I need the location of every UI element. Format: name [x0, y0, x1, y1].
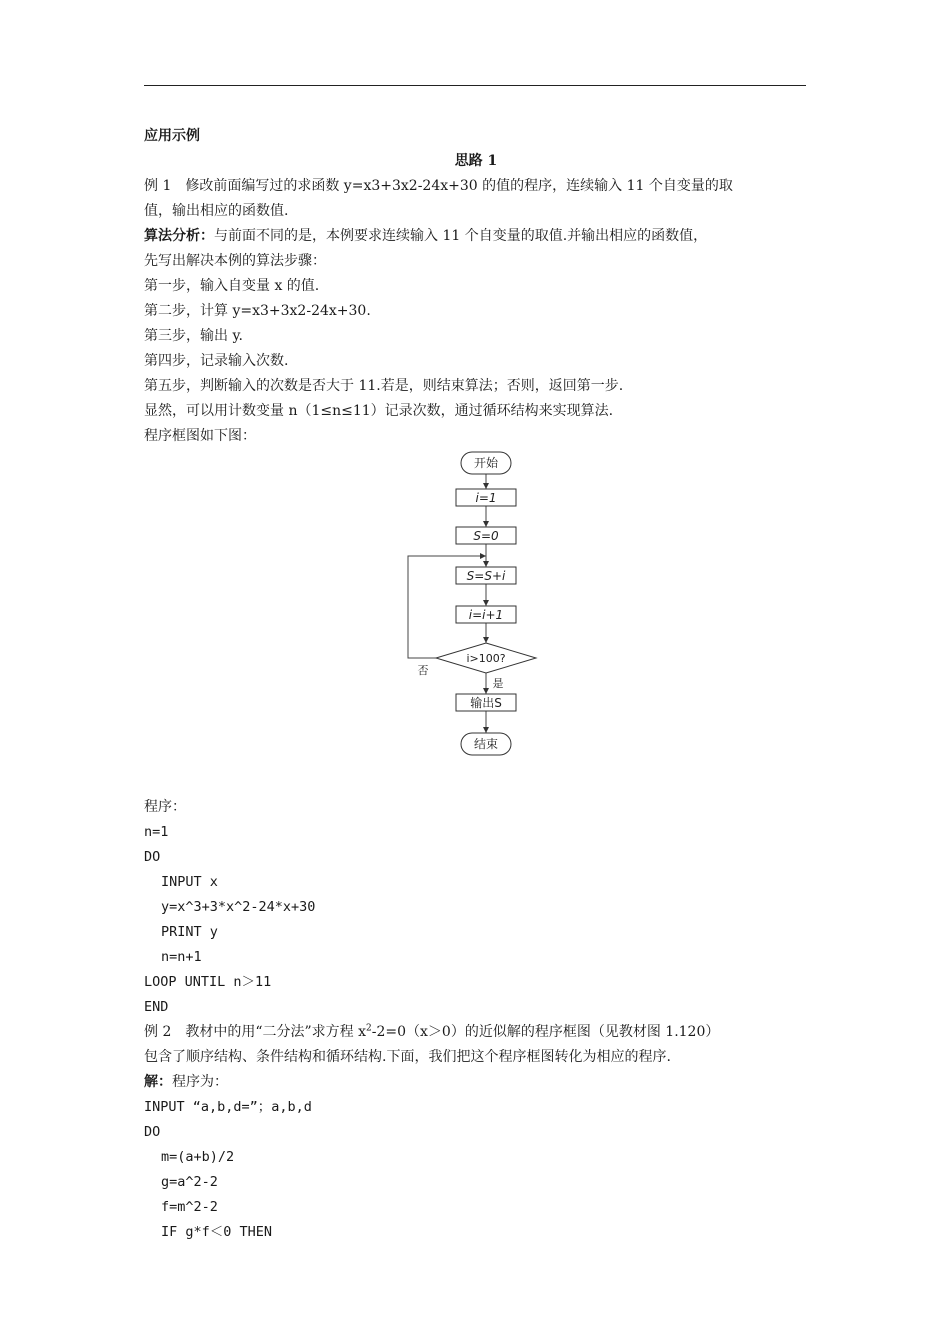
- init-i-label: i=1: [475, 491, 497, 505]
- analysis-label: 算法分析：: [144, 228, 214, 244]
- program2-line: f=m^2-2: [161, 1199, 218, 1215]
- section-subheading: 思路 1: [454, 153, 498, 169]
- flowchart-intro: 程序框图如下图：: [144, 428, 256, 444]
- program1-line: DO: [144, 849, 161, 865]
- program2-line: DO: [144, 1124, 161, 1140]
- accumulate-label: S=S+i: [466, 569, 506, 583]
- program1-line: END: [144, 999, 169, 1015]
- start-label: 开始: [473, 456, 499, 470]
- section-heading: 应用示例: [144, 128, 200, 144]
- flowchart: [144, 449, 808, 795]
- program1-line: INPUT x: [161, 874, 218, 890]
- yes-branch-label: 是: [492, 677, 504, 690]
- step-5: 第五步，判断输入的次数是否大于 11.若是，则结束算法；否则，返回第一步.: [144, 378, 624, 394]
- increment-label: i=i+1: [468, 608, 504, 622]
- step-3: 第三步，输出 y.: [144, 328, 243, 344]
- program2-line: m=(a+b)/2: [161, 1149, 235, 1165]
- program1-line: LOOP UNTIL n＞11: [144, 974, 272, 990]
- program1-line: n=n+1: [161, 949, 202, 965]
- analysis-text: 与前面不同的是，本例要求连续输入 11 个自变量的取值.并输出相应的函数值，: [214, 228, 708, 244]
- analysis-line1: [144, 224, 808, 249]
- solution-line: [144, 1070, 808, 1095]
- step-4: 第四步，记录输入次数.: [144, 353, 289, 369]
- step-2: 第二步，计算 y=x3+3x2-24x+30.: [144, 303, 371, 319]
- program2-line: g=a^2-2: [161, 1174, 218, 1190]
- header-rule: [144, 85, 806, 86]
- output-label: 输出S: [470, 696, 502, 710]
- solution-text: 程序为：: [172, 1074, 228, 1090]
- example1-line2: 值，输出相应的函数值.: [144, 203, 289, 219]
- program2-line: IF g*f＜0 THEN: [161, 1224, 273, 1240]
- no-branch-label: 否: [417, 664, 429, 677]
- program1-line: PRINT y: [161, 924, 218, 940]
- example2-text-b: -2=0（x＞0）的近似解的程序框图（见教材图 1.120）: [371, 1024, 720, 1040]
- counter-note: 显然，可以用计数变量 n（1≤n≤11）记录次数，通过循环结构来实现算法.: [144, 403, 614, 419]
- example1-line1: 例 1 修改前面编写过的求函数 y=x3+3x2-24x+30 的值的程序，连续输入 11 个自变量的取: [144, 178, 733, 194]
- program1-line: n=1: [144, 824, 169, 840]
- step-1: 第一步，输入自变量 x 的值.: [144, 278, 320, 294]
- end-label: 结束: [473, 737, 499, 751]
- init-s-label: S=0: [473, 529, 499, 543]
- example2-text-a: 例 2 教材中的用“二分法”求方程 x: [144, 1024, 367, 1040]
- program2-line: INPUT “a,b,d=”；a,b,d: [144, 1099, 312, 1115]
- solution-label: 解：: [144, 1074, 172, 1090]
- program1-line: y=x^3+3*x^2-24*x+30: [161, 899, 316, 915]
- document-body: [144, 124, 808, 1245]
- example2-superscript: 2: [366, 1023, 372, 1034]
- condition-label: i>100?: [466, 652, 506, 665]
- program1-label: 程序：: [144, 799, 186, 815]
- example2-line2: 包含了顺序结构、条件结构和循环结构.下面，我们把这个程序框图转化为相应的程序.: [144, 1049, 671, 1065]
- flowchart-diagram: [398, 449, 548, 789]
- example2-line1: [144, 1020, 808, 1045]
- analysis-line2: 先写出解决本例的算法步骤：: [144, 253, 326, 269]
